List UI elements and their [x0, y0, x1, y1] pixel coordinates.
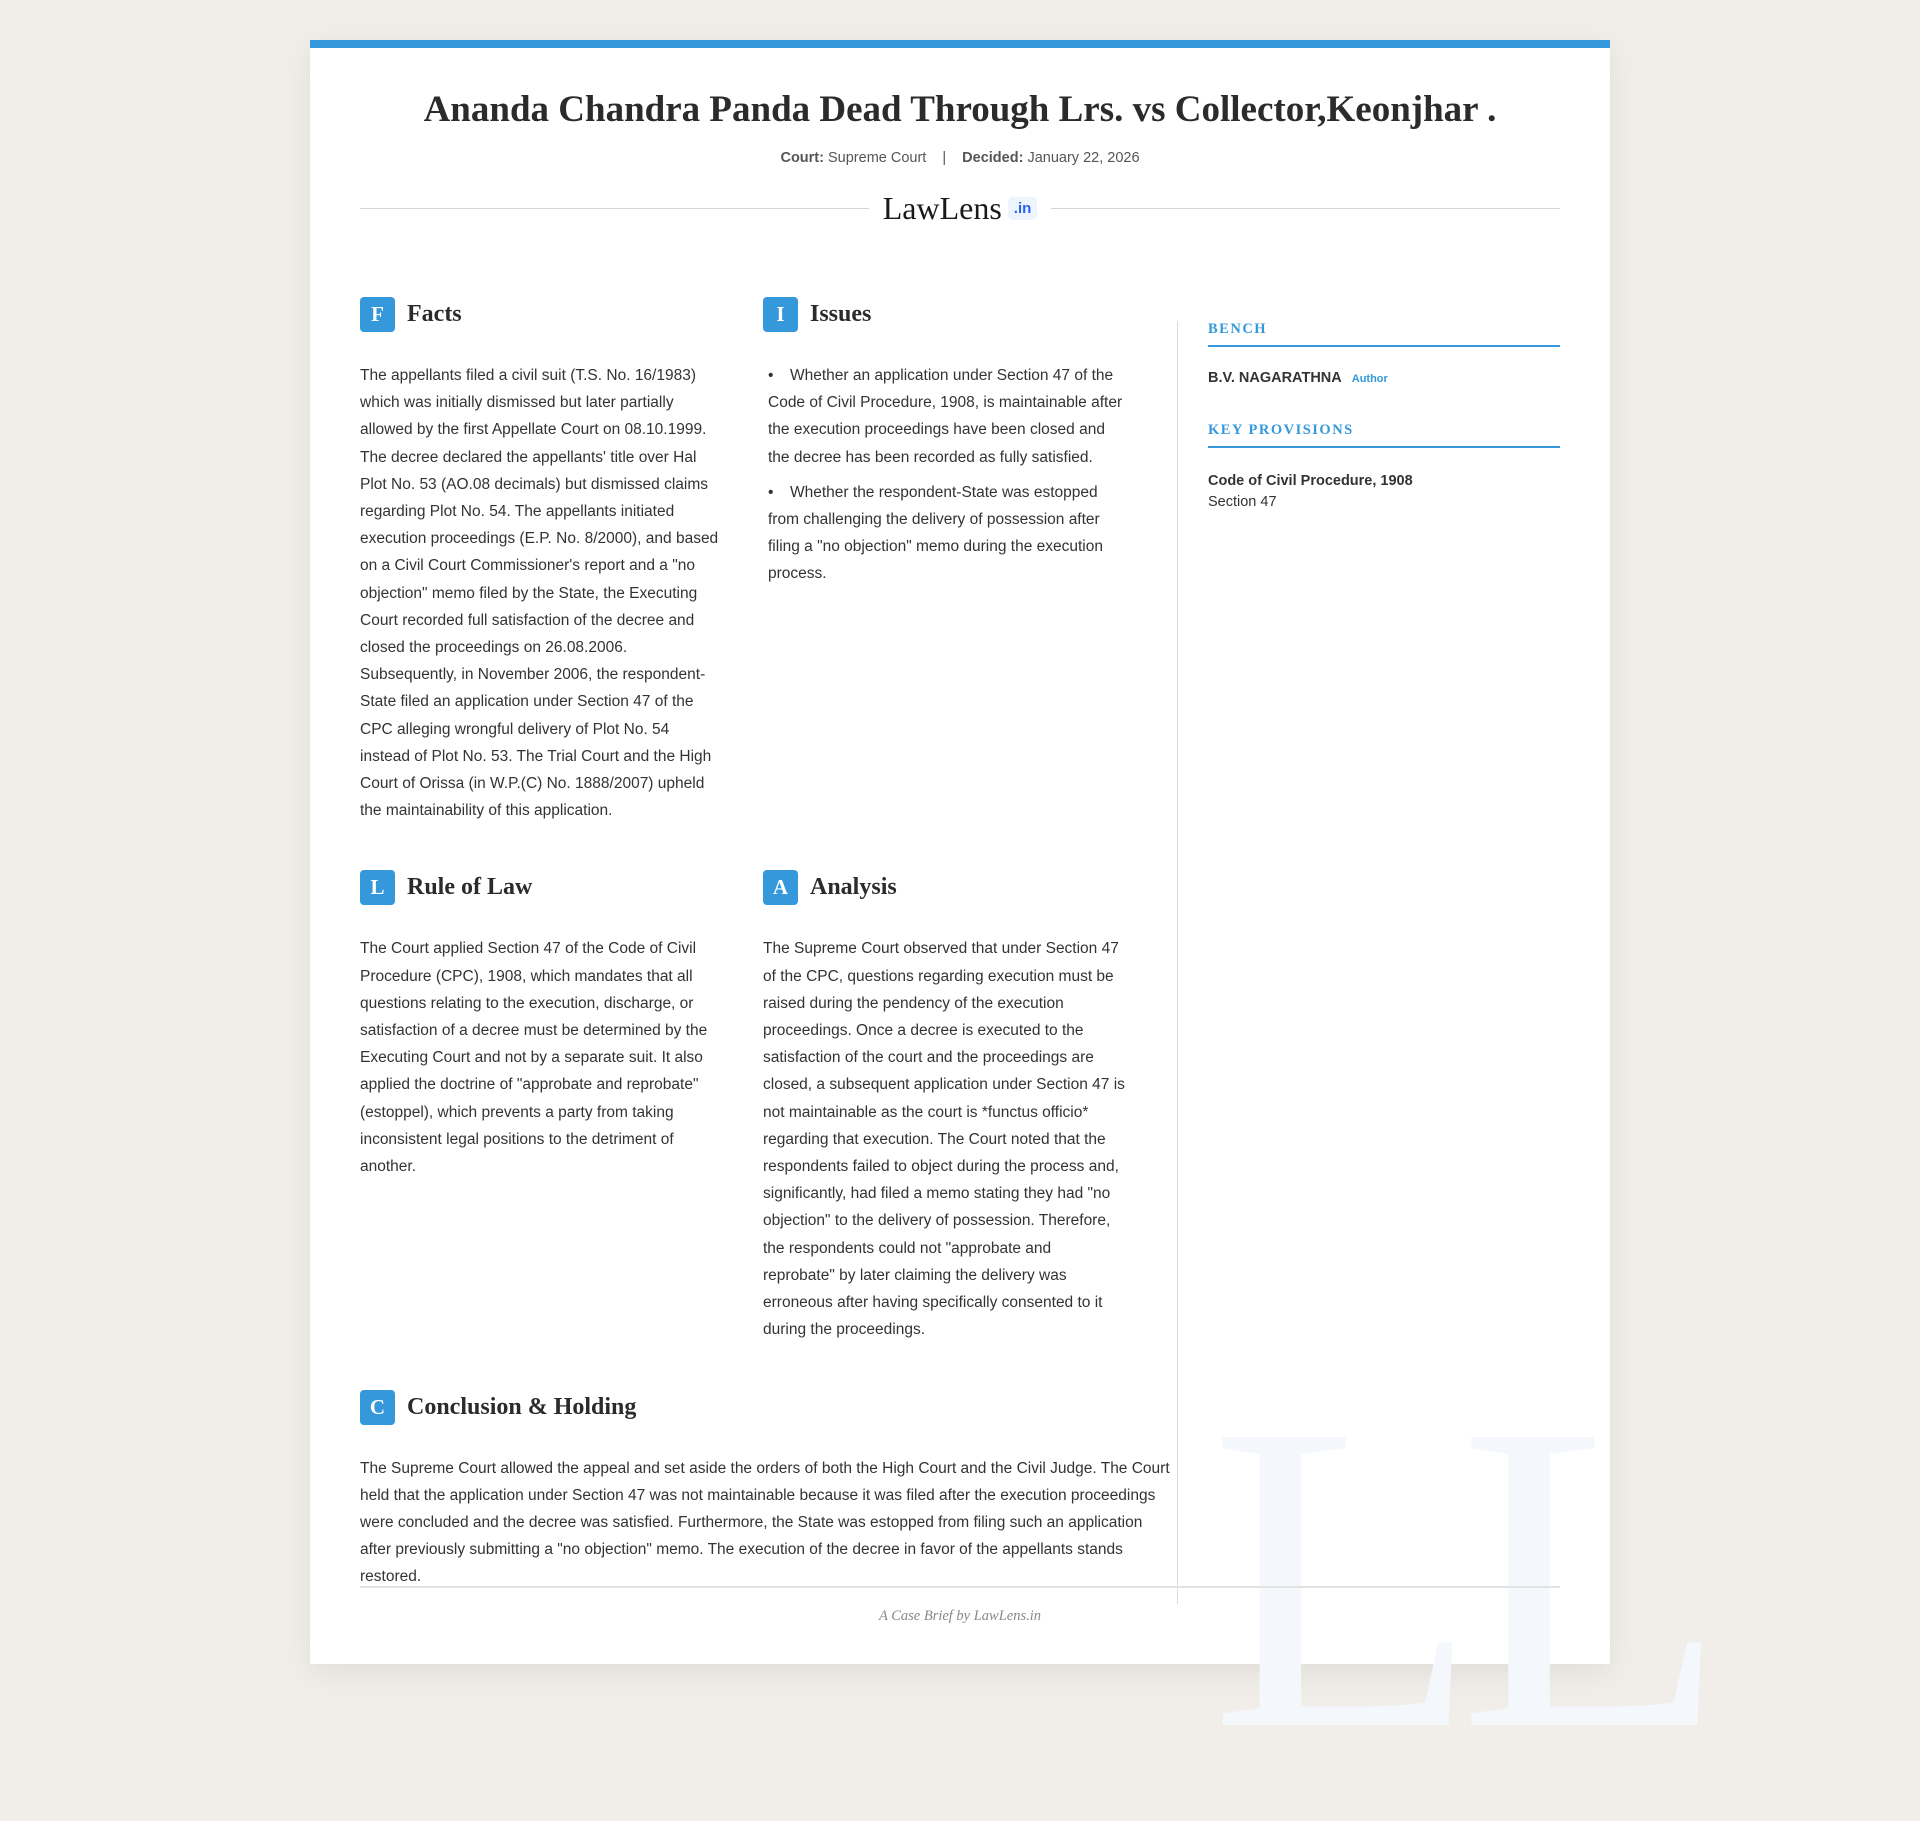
court-label: Court: [780, 150, 824, 167]
judge-role-badge: Author [1351, 373, 1388, 385]
meta-separator: | [942, 150, 947, 167]
provisions-heading: KEY PROVISIONS [1208, 422, 1560, 448]
conclusion-body: The Supreme Court allowed the appeal and set aside the orders of both the High Court and the Civil Judge. The Court held that the application under Section 47 was not maintainable because it was filed after the execution proceedings were concluded and the decree was satisfied. Furthermore, the State was estopped from filing such an application after previously submitting a "no objection" memo. The execution of the decree in favor of the appellants stands restored. [360, 1459, 1170, 1586]
main-column [360, 281, 1177, 1621]
brand-logo [869, 190, 1052, 227]
section-facts [360, 281, 723, 824]
judge-name: B.V. NAGARATHNA [1208, 370, 1342, 386]
issue-text: Whether the respondent-State was estopped from challenging the delivery of possession after filing a "no objection" memo during the execution process. [768, 483, 1103, 583]
brief-header [310, 48, 1610, 230]
watermark-logo: LL [1210, 1334, 1708, 1821]
conclusion-badge-icon: C [360, 1390, 395, 1425]
case-brief-card [310, 40, 1708, 1821]
analysis-body: The Supreme Court observed that under Section 47 of the CPC, questions regarding execution must be raised during the pendency of the execution proceedings. Once a decree is executed to the satisfaction of the court and the proceedings are closed, a subsequent application under Section 47 is not maintainable as the court is *functus officio* regarding that execution. The Court noted that the respondents failed to object during the process and, significantly, had filed a memo stating they had "no objection" to the delivery of possession. Therefore, the respondents could not "approbate and reprobate" by later claiming the delivery was erroneous after having specifically consented to it during the proceedings. [763, 940, 1125, 1339]
case-title: Ananda Chandra Panda Dead Through Lrs. vs Collector,Keonjhar . [423, 89, 1497, 130]
provisions-block [1208, 422, 1560, 513]
divider-line-left [360, 208, 869, 209]
decided-value: January 22, 2026 [1027, 150, 1140, 167]
rule-body: The Court applied Section 47 of the Code of Civil Procedure (CPC), 1908, which mandates that all questions relating to the execution, discharge, or satisfaction of a decree must be determined by the Executing Court and not by a separate suit. It also applied the doctrine of "approbate and reprobate" (estoppel), which prevents a party from taking inconsistent legal positions to the detriment of another. [360, 940, 708, 1176]
case-meta [310, 150, 1610, 166]
section-rule-of-law [360, 854, 723, 1343]
divider-line-right [1051, 208, 1560, 209]
issue-text: Whether an application under Section 47 of the Code of Civil Procedure, 1908, is maintainable after the execution proceedings have been closed and the decree has been recorded as fully satisfied. [768, 367, 1123, 466]
facts-body: The appellants filed a civil suit (T.S. No. 16/1983) which was initially dismissed but later partially allowed by the first Appellate Court on 08.10.1999. The decree declared the appellants' title over Hal Plot No. 53 (AO.08 decimals) but dismissed claims regarding Plot No. 54. The appellants initiated execution proceedings (E.P. No. 8/2000), and based on a Civil Court Commissioner's report and a "no objection" memo filed by the State, the Executing Court recorded full satisfaction of the decree and closed the proceedings on 26.08.2006. Subsequently, in November 2006, the respondent-State filed an application under Section 47 of the CPC alleging wrongful delivery of Plot No. 54 instead of Plot No. 53. The Trial Court and the High Court of Orissa (in W.P.(C) No. 1888/2007) upheld the maintainability of this application. [360, 367, 719, 820]
analysis-badge-icon: A [763, 870, 798, 905]
section-issues [763, 281, 1126, 824]
bullet-icon: • [768, 483, 774, 501]
sections-grid-top [360, 281, 1177, 1374]
brand-divider [360, 186, 1560, 230]
issues-heading: Issues [810, 301, 872, 327]
facts-badge-icon: F [360, 297, 395, 332]
conclusion-heading: Conclusion & Holding [407, 1393, 637, 1420]
provision-section: Section 47 [1208, 494, 1277, 510]
section-conclusion [360, 1390, 1177, 1591]
rule-heading: Rule of Law [407, 874, 533, 901]
bench-member [1208, 370, 1560, 386]
issue-item [763, 362, 1126, 471]
provision-item [1208, 471, 1560, 513]
brand-name: LawLens [882, 189, 1002, 226]
issue-item [763, 479, 1126, 588]
section-analysis [763, 854, 1126, 1343]
facts-heading: Facts [407, 301, 462, 327]
issues-badge-icon: I [763, 297, 798, 332]
rule-badge-icon: L [360, 870, 395, 905]
brief-footer [360, 1586, 1560, 1625]
issues-list [763, 362, 1126, 588]
court-value: Supreme Court [828, 150, 927, 167]
provision-act: Code of Civil Procedure, 1908 [1208, 473, 1413, 489]
bench-heading: BENCH [1208, 321, 1560, 347]
analysis-heading: Analysis [810, 874, 897, 901]
sidebar [1177, 321, 1560, 1604]
bench-block [1208, 321, 1560, 386]
brand-tld-badge: .in [1008, 197, 1038, 220]
decided-label: Decided: [962, 150, 1024, 167]
footer-credit: A Case Brief by LawLens.in [878, 1608, 1042, 1624]
bullet-icon: • [768, 367, 774, 384]
